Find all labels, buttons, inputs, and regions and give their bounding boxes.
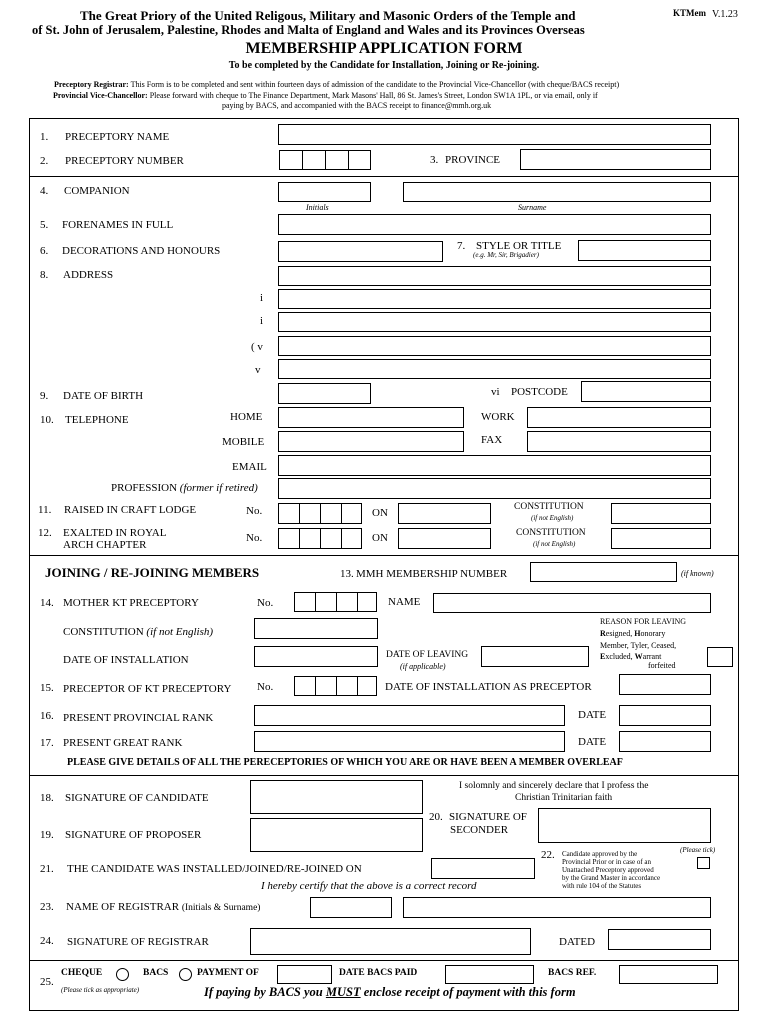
divider-4 <box>29 960 739 961</box>
digit-divider <box>336 592 337 612</box>
preceptory-name-field[interactable] <box>278 124 711 145</box>
form-title: MEMBERSHIP APPLICATION FORM <box>245 40 523 57</box>
num-4: 4. <box>40 185 49 197</box>
reason-h-rest: onorary <box>640 629 666 638</box>
signature-seconder-label-2: SECONDER <box>450 824 509 836</box>
email-field[interactable] <box>278 455 711 476</box>
num-23: 23. <box>40 901 54 913</box>
reason-line-2: Member, Tyler, Ceased, <box>600 641 677 650</box>
declaration-line-2: Christian Trinitarian faith <box>515 793 613 803</box>
province-label: PROVINCE <box>445 154 501 166</box>
profession-label <box>111 482 258 494</box>
digit-divider <box>348 150 349 170</box>
mother-constitution-text: CONSTITUTION <box>63 626 144 638</box>
num-2: 2. <box>40 155 49 167</box>
craft-constitution-hint: (if not English) <box>531 514 574 522</box>
digit-divider <box>341 528 342 549</box>
date-bacs-label: DATE BACS PAID <box>339 968 418 978</box>
address-marker-6: vi <box>491 386 500 398</box>
preceptory-number-label: PRECEPTORY NUMBER <box>65 155 184 167</box>
address-marker-5: v <box>255 364 261 376</box>
forenames-label: FORENAMES IN FULL <box>62 219 174 231</box>
reason-line-3 <box>600 652 661 661</box>
bacs-footer-note <box>204 985 576 1000</box>
mother-constitution-field[interactable] <box>254 618 378 639</box>
address-marker-2: i <box>260 292 264 304</box>
divider-3 <box>29 775 739 776</box>
royal-arch-label-2: ARCH CHAPTER <box>63 539 147 551</box>
digit-divider <box>357 592 358 612</box>
signature-candidate-label: SIGNATURE OF CANDIDATE <box>65 792 209 804</box>
date-leaving-label: DATE OF LEAVING <box>386 650 469 660</box>
digit-divider <box>320 503 321 524</box>
craft-lodge-label: RAISED IN CRAFT LODGE <box>64 504 197 516</box>
provincial-rank-date-label: DATE <box>578 709 607 721</box>
signature-seconder-label-1: SIGNATURE OF <box>449 811 527 823</box>
reason-r-rest: esigned, <box>605 629 635 638</box>
craft-constitution-label: CONSTITUTION <box>514 502 584 512</box>
approval-line-2: Provincial Prior or in case of an <box>562 858 652 866</box>
craft-no-label: No. <box>246 505 263 517</box>
digit-divider <box>299 503 300 524</box>
profession-label-text: PROFESSION <box>111 482 178 494</box>
preceptor-label: PRECEPTOR OF KT PRECEPTORY <box>63 683 232 695</box>
mobile-field[interactable] <box>278 431 464 452</box>
decorations-label: DECORATIONS AND HONOURS <box>62 245 221 257</box>
mmh-number-label: MMH MEMBERSHIP NUMBER <box>356 568 508 580</box>
num-3: 3. <box>430 154 439 166</box>
reason-line-4: forfeited <box>648 661 676 670</box>
date-leaving-hint: (if applicable) <box>400 662 446 671</box>
num-20: 20. <box>429 811 443 823</box>
frame-right <box>738 118 739 1010</box>
great-rank-field[interactable] <box>254 731 565 752</box>
mobile-label: MOBILE <box>222 436 265 448</box>
approval-line-4: by the Grand Master in accordance <box>562 874 661 882</box>
home-phone-field[interactable] <box>278 407 464 428</box>
registrar-initials-field[interactable] <box>310 897 392 918</box>
decorations-field[interactable] <box>278 241 443 262</box>
reason-r: R <box>600 629 606 638</box>
num-5: 5. <box>40 219 49 231</box>
reason-line-1 <box>600 629 665 638</box>
address-line-4[interactable] <box>278 336 711 356</box>
signature-registrar-label: SIGNATURE OF REGISTRAR <box>67 936 209 948</box>
reason-e: E <box>600 652 606 661</box>
footer-pre: If paying by BACS you <box>204 985 326 999</box>
signature-candidate-field[interactable] <box>250 780 423 814</box>
name-registrar-text: NAME OF REGISTRAR <box>66 901 180 913</box>
great-rank-date-field[interactable] <box>619 731 711 752</box>
frame-top <box>29 118 739 119</box>
registrar-note <box>54 80 619 89</box>
mother-name-label: NAME <box>388 596 421 608</box>
header-title-line1: The Great Priory of the United Religous, Military and Masonic Orders of the Temple and <box>80 8 576 23</box>
dated-field[interactable] <box>608 929 711 950</box>
digit-divider <box>325 150 326 170</box>
digit-divider <box>357 676 358 696</box>
approval-checkbox[interactable] <box>697 857 710 869</box>
registrar-note-text: This Form is to be completed and sent within fourteen days of admission of the candidate to the Provincial Vice-Chancellor (with cheque/BACS receipt) <box>130 80 620 89</box>
bacs-radio[interactable] <box>179 968 192 981</box>
footer-post: enclose receipt of payment with this form <box>360 985 576 999</box>
address-marker-3: i <box>260 315 264 327</box>
signature-proposer-label: SIGNATURE OF PROPOSER <box>65 829 202 841</box>
royal-arch-label-1: EXALTED IN ROYAL <box>63 527 167 539</box>
num-1: 1. <box>40 131 49 143</box>
provincial-rank-date-field[interactable] <box>619 705 711 726</box>
vice-chancellor-note-text: Please forward with cheque to The Finance Department, Mark Masons' Hall, 86 St. James's Street, London SW1A 1PL, or via email, only if <box>149 91 598 100</box>
vice-chancellor-note-line2: paying by BACS, and accompanied with the BACS receipt to finance@mmh.org.uk <box>222 101 492 110</box>
signature-proposer-field[interactable] <box>250 818 423 852</box>
profession-hint: (former if retired) <box>179 482 258 494</box>
chapter-date-field[interactable] <box>398 528 491 549</box>
installed-on-label: THE CANDIDATE WAS INSTALLED/JOINED/RE-JOINED ON <box>67 863 362 875</box>
name-registrar-label <box>66 901 260 913</box>
chapter-on-label: ON <box>372 532 388 544</box>
craft-constitution-field[interactable] <box>611 503 711 524</box>
mother-no-label: No. <box>257 597 274 609</box>
form-subtitle: To be completed by the Candidate for Installation, Joining or Re-joining. <box>228 60 540 71</box>
num-16: 16. <box>40 710 54 722</box>
dated-label: DATED <box>559 936 596 948</box>
mother-constitution-hint: (if not English) <box>146 626 214 638</box>
signature-registrar-field[interactable] <box>250 928 531 955</box>
payment-of-label: PAYMENT OF <box>197 968 259 978</box>
address-line-2[interactable] <box>278 289 711 309</box>
postcode-label: POSTCODE <box>511 386 568 398</box>
vice-chancellor-note <box>53 91 598 100</box>
approval-line-3: Unattached Preceptory approved <box>562 866 654 874</box>
tick-hint: (Please tick as appropriate) <box>61 986 140 994</box>
num-18: 18. <box>40 792 54 804</box>
chapter-constitution-hint: (if not English) <box>533 540 576 548</box>
initials-caption: Initials <box>306 203 329 212</box>
address-line-3[interactable] <box>278 312 711 332</box>
cheque-label: CHEQUE <box>61 968 103 978</box>
home-label: HOME <box>230 411 263 423</box>
digit-divider <box>299 528 300 549</box>
reason-e-rest: xcluded, <box>605 652 635 661</box>
num-8: 8. <box>40 269 49 281</box>
style-label: STYLE OR TITLE <box>476 240 562 252</box>
great-rank-date-label: DATE <box>578 736 607 748</box>
bacs-ref-field[interactable] <box>619 965 718 984</box>
preceptory-name-label: PRECEPTORY NAME <box>65 131 170 143</box>
num-19: 19. <box>40 829 54 841</box>
provincial-rank-field[interactable] <box>254 705 565 726</box>
reason-field[interactable] <box>707 647 733 667</box>
dob-label: DATE OF BIRTH <box>63 390 144 402</box>
registrar-surname-field[interactable] <box>403 897 711 918</box>
approval-line-5: with rule 104 of the Statutes <box>562 882 642 890</box>
date-as-preceptor-label: DATE OF INSTALLATION AS PRECEPTOR <box>385 681 592 693</box>
telephone-label: TELEPHONE <box>65 414 129 426</box>
digit-divider <box>320 528 321 549</box>
installed-on-field[interactable] <box>431 858 535 879</box>
num-22: 22. <box>541 849 555 861</box>
certify-note: I hereby certify that the above is a correct record <box>261 880 477 892</box>
digit-divider <box>302 150 303 170</box>
digit-divider <box>336 676 337 696</box>
bacs-label: BACS <box>143 968 169 978</box>
surname-field[interactable] <box>403 182 711 202</box>
address-label: ADDRESS <box>63 269 114 281</box>
num-14: 14. <box>40 597 54 609</box>
header-title-line2: of St. John of Jerusalem, Palestine, Rhodes and Malta of England and Wales and its Provinces Overseas <box>32 23 585 37</box>
footer-must: MUST <box>325 985 361 999</box>
address-marker-4: ( v <box>251 341 263 353</box>
fax-label: FAX <box>481 434 503 446</box>
registrar-note-label: Preceptory Registrar: <box>54 80 129 89</box>
digit-divider <box>315 592 316 612</box>
joining-heading: JOINING / RE-JOINING MEMBERS <box>45 565 260 580</box>
num-24: 24. <box>40 935 54 947</box>
num-17: 17. <box>40 737 54 749</box>
style-hint: (e.g. Mr, Sir, Brigadier) <box>473 251 539 259</box>
bacs-ref-label: BACS REF. <box>548 968 597 978</box>
chapter-constitution-label: CONSTITUTION <box>516 528 586 538</box>
mother-constitution-label <box>63 626 213 638</box>
num-10: 10. <box>40 414 54 426</box>
num-7: 7. <box>457 240 466 252</box>
payment-amount-field[interactable] <box>277 965 332 984</box>
reason-w-rest: arrant <box>642 652 662 661</box>
if-known-hint: (if known) <box>681 569 714 578</box>
date-as-preceptor-field[interactable] <box>619 674 711 695</box>
address-line-5[interactable] <box>278 359 711 379</box>
num-6: 6. <box>40 245 49 257</box>
declaration-line-1: I solomnly and sincerely declare that I profess the <box>459 781 649 791</box>
num-13: 13. <box>340 568 354 580</box>
dob-field[interactable] <box>278 383 371 404</box>
divider-2 <box>29 555 739 556</box>
num-25: 25. <box>40 976 54 988</box>
date-installation-label: DATE OF INSTALLATION <box>63 654 189 666</box>
surname-caption: Surname <box>518 203 547 212</box>
reason-w: W <box>634 652 643 661</box>
style-field[interactable] <box>578 240 711 261</box>
chapter-no-label: No. <box>246 532 263 544</box>
approval-line-1: Candidate approved by the <box>562 850 638 858</box>
craft-date-field[interactable] <box>398 503 491 524</box>
provincial-rank-label: PRESENT PROVINCIAL RANK <box>63 712 214 724</box>
digit-divider <box>341 503 342 524</box>
chapter-constitution-field[interactable] <box>611 528 711 549</box>
work-label: WORK <box>481 411 515 423</box>
postcode-field[interactable] <box>581 381 711 402</box>
reason-title: REASON FOR LEAVING <box>600 617 687 626</box>
address-line-1[interactable] <box>278 266 711 286</box>
divider-1 <box>29 176 739 177</box>
date-installation-field[interactable] <box>254 646 378 667</box>
overleaf-note: PLEASE GIVE DETAILS OF ALL THE PERECEPTORIES OF WHICH YOU ARE OR HAVE BEEN A MEMBER OVERLEAF <box>67 757 623 768</box>
initials-field[interactable] <box>278 182 371 202</box>
num-11: 11. <box>38 504 52 516</box>
forenames-field[interactable] <box>278 214 711 235</box>
mmh-number-field[interactable] <box>530 562 677 582</box>
approval-note <box>562 850 660 890</box>
mother-preceptory-label: MOTHER KT PRECEPTORY <box>63 597 199 609</box>
num-21: 21. <box>40 863 54 875</box>
signature-seconder-field[interactable] <box>538 808 711 843</box>
mother-name-field[interactable] <box>433 593 711 613</box>
preceptor-no-label: No. <box>257 681 274 693</box>
num-9: 9. <box>40 390 49 402</box>
num-15: 15. <box>40 682 54 694</box>
vice-chancellor-note-label: Provincial Vice-Chancellor: <box>53 91 148 100</box>
fax-field[interactable] <box>527 431 711 452</box>
digit-divider <box>315 676 316 696</box>
cheque-radio[interactable] <box>116 968 129 981</box>
name-registrar-hint: (Initials & Surname) <box>181 903 261 913</box>
please-tick-hint: (Please tick) <box>680 846 716 854</box>
date-leaving-field[interactable] <box>481 646 589 667</box>
frame-left <box>29 118 30 1010</box>
version-label: V.1.23 <box>712 9 738 20</box>
companion-label: COMPANION <box>64 185 130 197</box>
great-rank-label: PRESENT GREAT RANK <box>63 737 183 749</box>
num-12: 12. <box>38 527 52 539</box>
work-phone-field[interactable] <box>527 407 711 428</box>
craft-on-label: ON <box>372 507 388 519</box>
date-bacs-field[interactable] <box>445 965 534 984</box>
province-field[interactable] <box>520 149 711 170</box>
frame-bottom <box>29 1010 739 1011</box>
version-prefix: KTMem <box>673 8 706 18</box>
reason-h: H <box>634 629 641 638</box>
email-label: EMAIL <box>232 461 267 473</box>
profession-field[interactable] <box>278 478 711 499</box>
